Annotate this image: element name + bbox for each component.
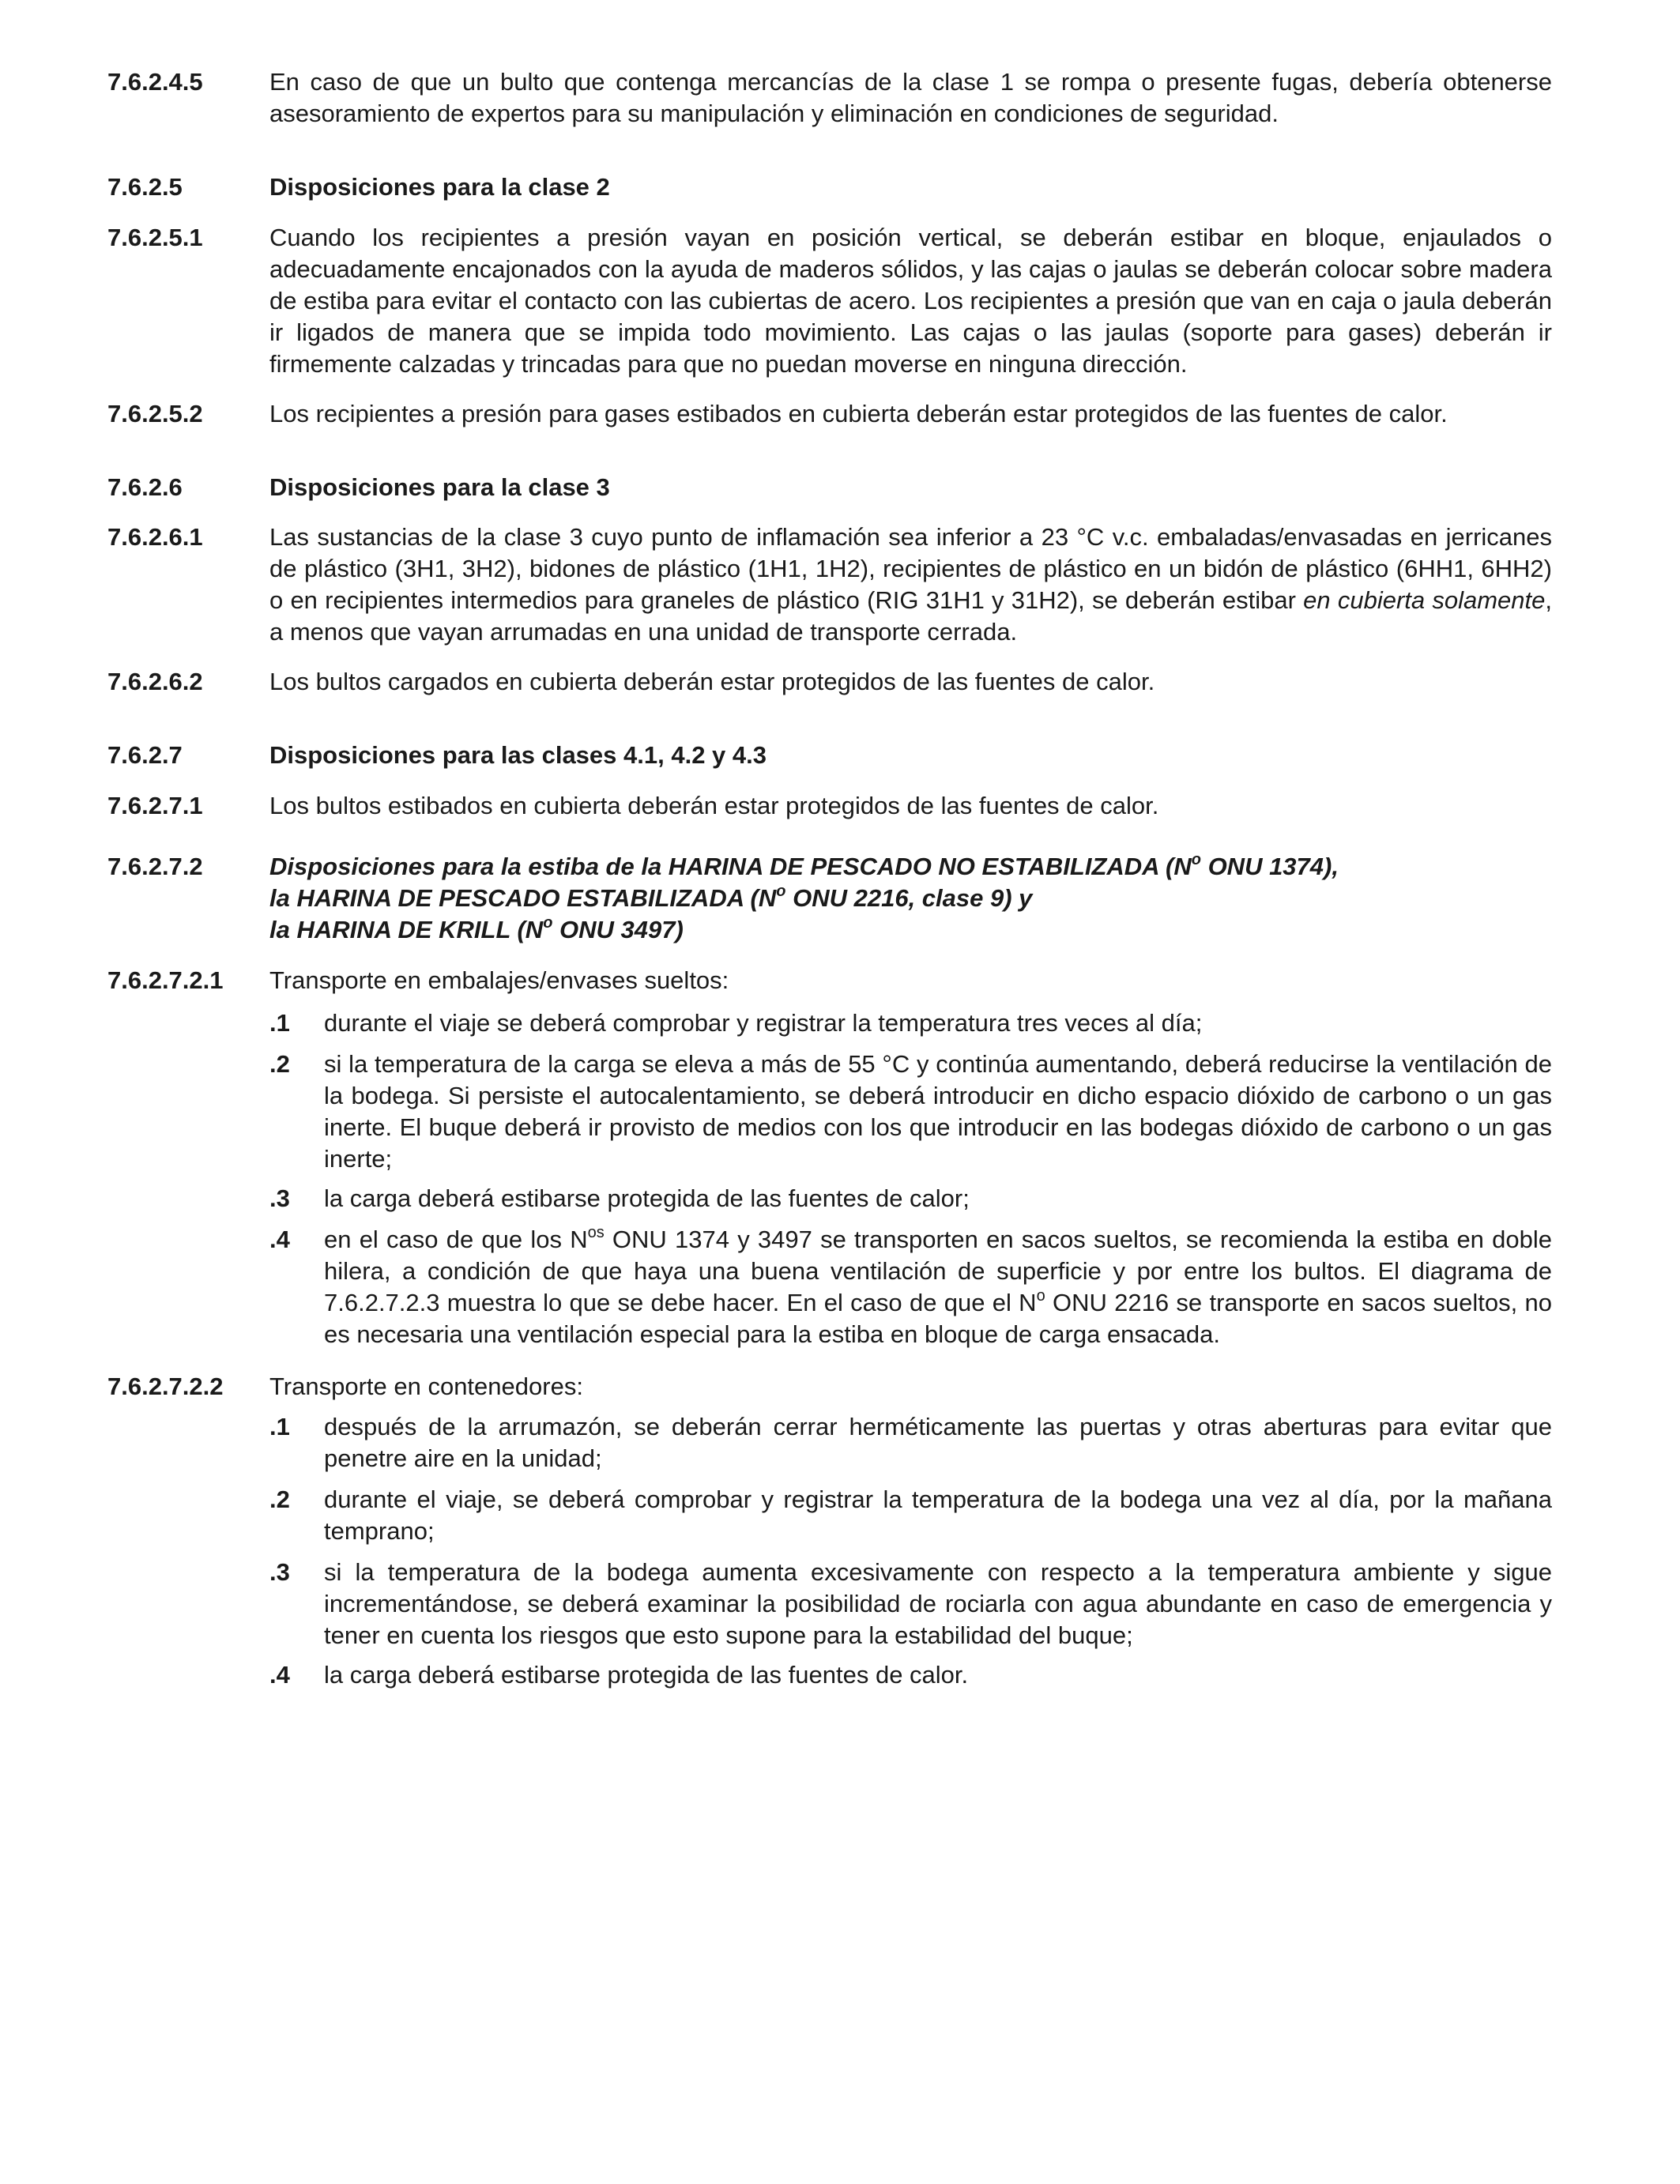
paragraph-intro: Transporte en embalajes/envases sueltos: [269, 966, 729, 994]
item-number: .3 [269, 1558, 290, 1586]
item-text: la carga deberá estibarse protegida de las fuentes de calor; [324, 1184, 970, 1212]
section-number: 7.6.2.6.2 [107, 668, 203, 695]
item-text: durante el viaje se deberá comprobar y registrar la temperatura tres veces al día; [324, 1009, 1203, 1037]
section-number: 7.6.2.7 [107, 741, 183, 769]
item-text: la carga deberá estibarse protegida de las fuentes de calor. [324, 1661, 969, 1689]
heading-line-1: Disposiciones para la estiba de la HARINA DE PESCADO NO ESTABILIZADA ($N^o$ ONU 1374), [269, 850, 1339, 880]
text-part: Las sustancias de la clase 3 cuyo punto de inflamación sea inferior a 23 °C v.c. embaladas/envasadas en jerricanes de plástico (3H1, 3H2), bidones de plástico (1H1, 1H2), recipientes de plástico en un bidón de plástico (6HH1, 6HH2) o en recipientes intermedios para graneles de plástico (RIG 31H1 y 31H2), se deberán estibar [269, 523, 1552, 614]
section-number: 7.6.2.7.2.2 [107, 1373, 224, 1400]
item-text: en el caso de que los $N^{os}$ ONU 1374 y 3497 se transporten en sacos sueltos, se recomienda la estiba en doble hilera, a condición de que haya una buena ventilación de superficie y por entre los bultos. El diagrama de 7.6.2.7.2.3 muestra lo que se debe hacer. En el caso de que el $N^o$ ONU 2216 se transporte en sacos sueltos, no es necesaria una ventilación especial para la estiba en bloque de carga ensacada. [324, 1223, 1553, 1348]
paragraph-text [269, 522, 1552, 648]
section-number: 7.6.2.4.5 [107, 68, 203, 96]
item-number: .3 [269, 1184, 290, 1212]
paragraph-intro: Transporte en contenedores: [269, 1373, 583, 1400]
section-heading: Disposiciones para la clase 2 [269, 173, 610, 201]
text-part: , a menos que vayan arrumadas en una unidad de transporte cerrada. [269, 586, 1552, 646]
paragraph-text: Cuando los recipientes a presión vayan en posición vertical, se deberán estibar en bloque, enjaulados o adecuadamente encajonados con la ayuda de maderos sólidos, y las cajas o jaulas se deberán colocar sobre madera de estiba para evitar el contacto con las cubiertas de acero. Los recipientes a presión que van en caja o jaula deberán ir ligados de manera que se impida todo movimiento. Las cajas o las jaulas (soporte para gases) deberán ir firmemente calzadas y trincadas para que no puedan moverse en ninguna dirección. [269, 224, 1552, 378]
item-number: .4 [269, 1226, 290, 1253]
item-number: .2 [269, 1050, 290, 1078]
item-number: .1 [269, 1413, 290, 1440]
item-number: .1 [269, 1009, 290, 1037]
paragraph-text: Los bultos cargados en cubierta deberán estar protegidos de las fuentes de calor. [269, 668, 1155, 695]
heading-line-2: la HARINA DE PESCADO ESTABILIZADA ($N^o$ ONU 2216, clase 9) y [269, 882, 1033, 912]
item-text: si la temperatura de la bodega aumenta excesivamente con respecto a la temperatura ambiente y sigue incrementándose, se deberá examinar la posibilidad de rociarla con agua abundante en caso de emergencia y tener en cuenta los riesgos que esto supone para la estabilidad del buque; [324, 1558, 1552, 1649]
emphasis-text: en cubierta solamente [1303, 586, 1546, 614]
paragraph-text: En caso de que un bulto que contenga mercancías de la clase 1 se rompa o presente fugas, debería obtenerse asesoramiento de expertos para su manipulación y eliminación en condiciones de seguridad. [269, 68, 1552, 127]
section-number: 7.6.2.5.1 [107, 224, 203, 251]
section-number: 7.6.2.7.2 [107, 853, 203, 880]
section-number: 7.6.2.7.2.1 [107, 966, 224, 994]
item-number: .2 [269, 1485, 290, 1513]
section-number: 7.6.2.6.1 [107, 523, 203, 551]
section-heading: Disposiciones para las clases 4.1, 4.2 y 4.3 [269, 741, 767, 769]
heading-line-3: la HARINA DE KRILL ($N^o$ ONU 3497) [269, 913, 684, 943]
paragraph-text: Los recipientes a presión para gases estibados en cubierta deberán estar protegidos de las fuentes de calor. [269, 400, 1448, 427]
section-heading [269, 851, 1552, 946]
item-text: después de la arrumazón, se deberán cerrar herméticamente las puertas y otras aberturas para evitar que penetre aire en la unidad; [324, 1413, 1552, 1472]
section-heading: Disposiciones para la clase 3 [269, 473, 610, 501]
item-number: .4 [269, 1661, 290, 1689]
section-number: 7.6.2.5 [107, 173, 183, 201]
section-number: 7.6.2.6 [107, 473, 183, 501]
section-number: 7.6.2.5.2 [107, 400, 203, 427]
item-text: durante el viaje, se deberá comprobar y registrar la temperatura de la bodega una vez al día, por la mañana temprano; [324, 1485, 1552, 1545]
section-number: 7.6.2.7.1 [107, 792, 203, 819]
item-text: si la temperatura de la carga se eleva a más de 55 °C y continúa aumentando, deberá reducirse la ventilación de la bodega. Si persiste el autocalentamiento, se deberá introducir en dicho espacio dióxido de carbono o un gas inerte. El buque deberá ir provisto de medios con los que introducir en las bodegas dióxido de carbono o un gas inerte; [324, 1050, 1552, 1173]
paragraph-text: Los bultos estibados en cubierta deberán estar protegidos de las fuentes de calor. [269, 792, 1159, 819]
